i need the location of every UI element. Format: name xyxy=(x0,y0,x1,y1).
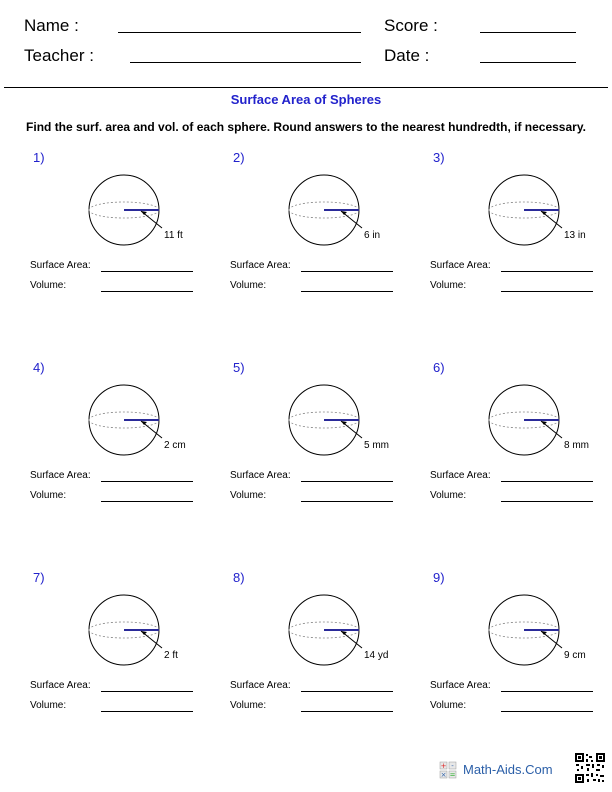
volume-answer-field[interactable] xyxy=(501,501,593,502)
qr-code-icon xyxy=(574,752,606,784)
volume-label: Volume: xyxy=(430,280,467,291)
surface-area-row xyxy=(30,260,91,271)
footer-brand[interactable]: Math-Aids.Com xyxy=(463,762,553,777)
sphere-equator-back xyxy=(289,412,359,420)
volume-row xyxy=(430,700,466,711)
problem-6 xyxy=(430,360,612,560)
sphere-equator-back xyxy=(489,622,559,630)
surface-area-row xyxy=(230,260,291,271)
sphere-equator-back xyxy=(489,412,559,420)
sphere-diagram xyxy=(430,150,612,260)
sphere-equator-back xyxy=(89,622,159,630)
surface-area-label: Surface Area: xyxy=(230,470,291,481)
pointer-arrowhead xyxy=(541,631,547,635)
surface-area-answer-field[interactable] xyxy=(501,481,593,482)
sphere-equator-back xyxy=(89,202,159,210)
sphere-diagram xyxy=(430,570,612,680)
volume-answer-field[interactable] xyxy=(501,291,593,292)
volume-label: Volume: xyxy=(30,490,67,501)
sphere-equator-back xyxy=(289,622,359,630)
sphere-equator-back xyxy=(489,202,559,210)
surface-area-answer-field[interactable] xyxy=(101,271,193,272)
volume-row xyxy=(30,280,66,291)
problem-number: 1) xyxy=(33,150,45,165)
sphere-diagram xyxy=(30,570,230,680)
pointer-arrowhead xyxy=(141,211,147,215)
surface-area-answer-field[interactable] xyxy=(301,481,393,482)
problem-number: 9) xyxy=(433,570,445,585)
surface-area-answer-field[interactable] xyxy=(101,481,193,482)
volume-label: Volume: xyxy=(30,280,67,291)
problem-8 xyxy=(230,570,430,770)
problem-number: 4) xyxy=(33,360,45,375)
volume-row xyxy=(30,490,66,501)
sphere-diagram xyxy=(230,570,430,680)
problem-number: 8) xyxy=(233,570,245,585)
volume-answer-field[interactable] xyxy=(101,291,193,292)
volume-answer-field[interactable] xyxy=(501,711,593,712)
radius-label: 14 yd xyxy=(364,650,389,661)
volume-label: Volume: xyxy=(430,700,467,711)
sphere-diagram xyxy=(230,150,430,260)
sphere-equator-back xyxy=(89,412,159,420)
sphere-diagram xyxy=(430,360,612,470)
surface-area-label: Surface Area: xyxy=(30,470,91,481)
volume-label: Volume: xyxy=(430,490,467,501)
volume-row xyxy=(30,700,66,711)
surface-area-answer-field[interactable] xyxy=(101,691,193,692)
problem-5 xyxy=(230,360,430,560)
header-divider xyxy=(4,87,608,88)
surface-area-row xyxy=(30,470,91,481)
volume-row xyxy=(230,490,266,501)
surface-area-label: Surface Area: xyxy=(430,680,491,691)
problem-number: 3) xyxy=(433,150,445,165)
date-label: Date : xyxy=(384,46,430,65)
name-field[interactable] xyxy=(118,32,361,33)
calculator-icon xyxy=(439,761,457,779)
pointer-arrowhead xyxy=(341,631,347,635)
svg-text:+: + xyxy=(440,762,447,770)
surface-area-answer-field[interactable] xyxy=(501,691,593,692)
radius-label: 6 in xyxy=(364,230,381,241)
score-label: Score : xyxy=(384,16,438,35)
sphere-equator-back xyxy=(289,202,359,210)
radius-label: 5 mm xyxy=(364,440,389,451)
radius-label: 9 cm xyxy=(564,650,586,661)
radius-label: 13 in xyxy=(564,230,586,241)
volume-label: Volume: xyxy=(230,700,267,711)
pointer-arrowhead xyxy=(141,421,147,425)
volume-answer-field[interactable] xyxy=(301,711,393,712)
volume-row xyxy=(230,280,266,291)
volume-row xyxy=(230,700,266,711)
radius-label: 8 mm xyxy=(564,440,589,451)
volume-label: Volume: xyxy=(230,280,267,291)
svg-text:×: × xyxy=(440,771,447,779)
volume-row xyxy=(430,490,466,501)
problem-number: 2) xyxy=(233,150,245,165)
surface-area-label: Surface Area: xyxy=(430,260,491,271)
radius-label: 11 ft xyxy=(164,230,183,241)
problem-2 xyxy=(230,150,430,350)
pointer-arrowhead xyxy=(541,421,547,425)
pointer-arrowhead xyxy=(141,631,147,635)
page-title: Surface Area of Spheres xyxy=(230,92,382,107)
surface-area-answer-field[interactable] xyxy=(501,271,593,272)
surface-area-label: Surface Area: xyxy=(230,260,291,271)
instructions: Find the surf. area and vol. of each sphere. Round answers to the nearest hundredth, if necessary. xyxy=(26,120,586,134)
pointer-arrowhead xyxy=(341,211,347,215)
surface-area-label: Surface Area: xyxy=(30,260,91,271)
surface-area-label: Surface Area: xyxy=(230,680,291,691)
volume-answer-field[interactable] xyxy=(301,501,393,502)
teacher-field[interactable] xyxy=(130,62,361,63)
name-label: Name : xyxy=(24,16,79,35)
surface-area-row xyxy=(30,680,91,691)
problem-number: 5) xyxy=(233,360,245,375)
volume-label: Volume: xyxy=(30,700,67,711)
radius-label: 2 ft xyxy=(164,650,178,661)
surface-area-label: Surface Area: xyxy=(430,470,491,481)
volume-answer-field[interactable] xyxy=(101,501,193,502)
teacher-label: Teacher : xyxy=(24,46,94,65)
sphere-diagram xyxy=(30,360,230,470)
volume-row xyxy=(430,280,466,291)
surface-area-row xyxy=(430,260,491,271)
score-field[interactable] xyxy=(480,32,576,33)
surface-area-row xyxy=(430,680,491,691)
radius-label: 2 cm xyxy=(164,440,186,451)
surface-area-row xyxy=(230,470,291,481)
problem-number: 6) xyxy=(433,360,445,375)
surface-area-row xyxy=(230,680,291,691)
problem-3 xyxy=(430,150,612,350)
volume-label: Volume: xyxy=(230,490,267,501)
date-field[interactable] xyxy=(480,62,576,63)
sphere-diagram xyxy=(230,360,430,470)
svg-text:=: = xyxy=(449,771,456,779)
problem-number: 7) xyxy=(33,570,45,585)
problem-4 xyxy=(30,360,230,560)
pointer-arrowhead xyxy=(541,211,547,215)
surface-area-row xyxy=(430,470,491,481)
svg-text:-: - xyxy=(451,762,454,770)
problem-7 xyxy=(30,570,230,770)
pointer-arrowhead xyxy=(341,421,347,425)
problem-1 xyxy=(30,150,230,350)
surface-area-label: Surface Area: xyxy=(30,680,91,691)
volume-answer-field[interactable] xyxy=(101,711,193,712)
sphere-diagram xyxy=(30,150,230,260)
surface-area-answer-field[interactable] xyxy=(301,271,393,272)
volume-answer-field[interactable] xyxy=(301,291,393,292)
problem-9 xyxy=(430,570,612,770)
surface-area-answer-field[interactable] xyxy=(301,691,393,692)
